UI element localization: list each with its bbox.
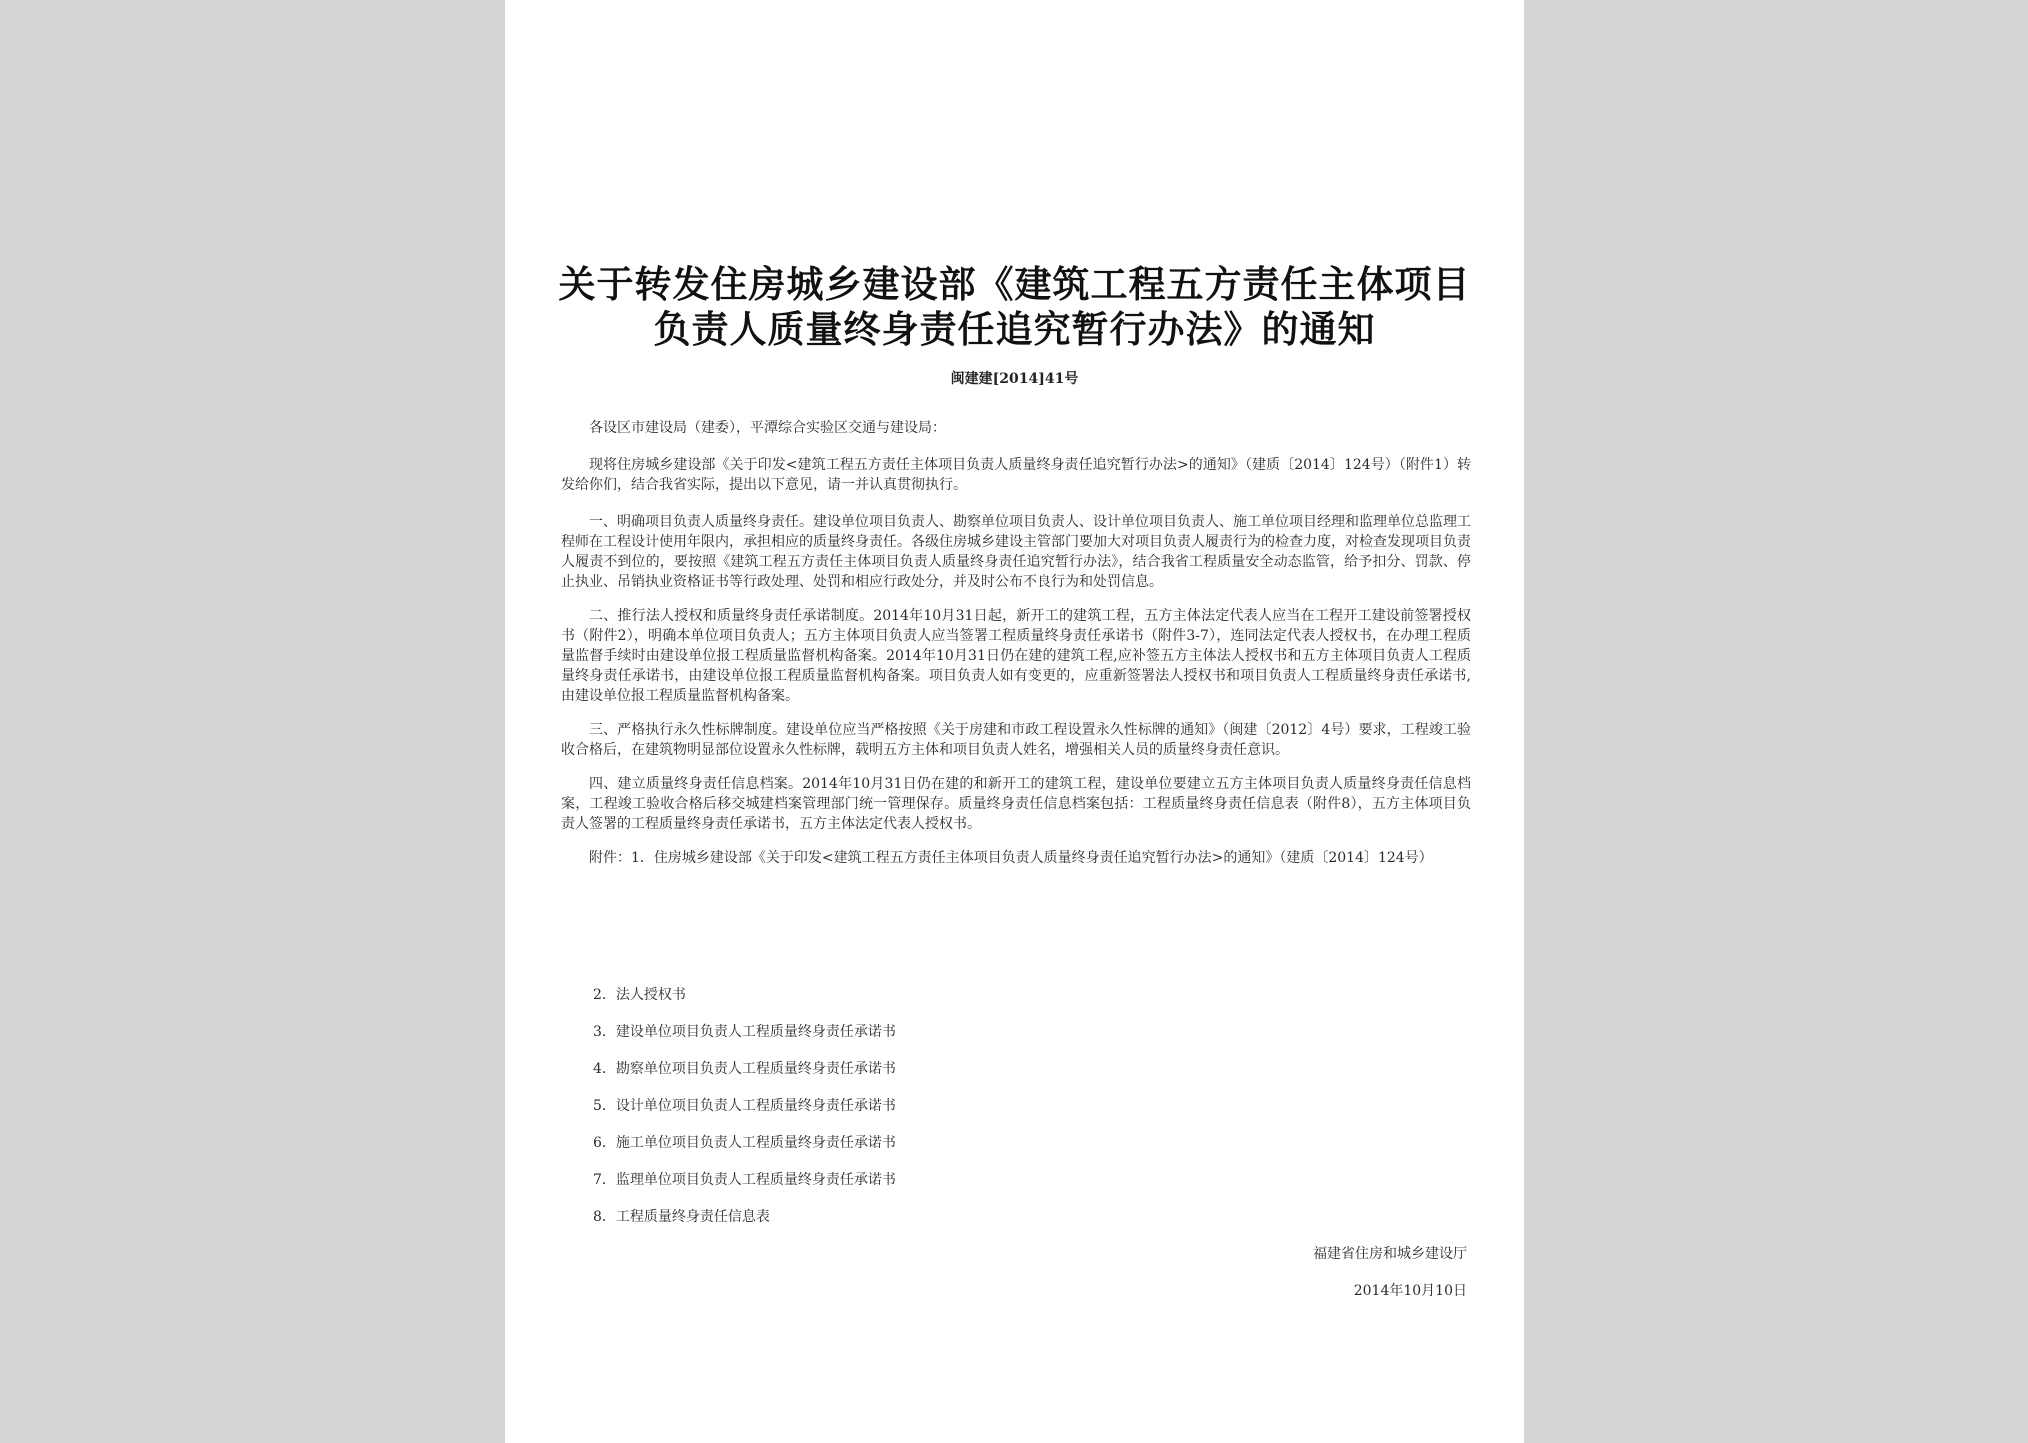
- document-title: [545, 262, 1484, 352]
- attachment-item: 7．监理单位项目负责人工程质量终身责任承诺书: [593, 1172, 896, 1188]
- salutation: 各设区市建设局（建委），平潭综合实验区交通与建设局：: [589, 420, 946, 436]
- paragraph-3: 三、严格执行永久性标牌制度。建设单位应当严格按照《关于房建和市政工程设置永久性标牌的通知》（闽建〔2012〕4号）要求，工程竣工验收合格后，在建筑物明显部位设置永久性标牌，载明五方主体和项目负责人姓名，增强相关人员的质量终身责任意识。: [561, 722, 1471, 758]
- document-number: 闽建建[2014]41号: [950, 371, 1079, 387]
- document-page: [505, 0, 1524, 1443]
- signature-block: [1313, 1244, 1467, 1318]
- document-body: [561, 418, 1471, 882]
- issuer: 福建省住房和城乡建设厅: [1313, 1246, 1467, 1262]
- attachment-item: 4．勘察单位项目负责人工程质量终身责任承诺书: [593, 1061, 896, 1077]
- attachment-item: 5．设计单位项目负责人工程质量终身责任承诺书: [593, 1098, 896, 1114]
- issue-date: 2014年10月10日: [1353, 1283, 1467, 1299]
- paragraph-intro: 现将住房城乡建设部《关于印发<建筑工程五方责任主体项目负责人质量终身责任追究暂行办法>的通知》（建质〔2014〕124号）（附件1）转发给你们，结合我省实际，提出以下意见，请一并认真贯彻执行。: [561, 457, 1471, 493]
- attachment-item: 6．施工单位项目负责人工程质量终身责任承诺书: [593, 1135, 896, 1151]
- attachment-item: 2．法人授权书: [593, 987, 686, 1003]
- paragraph-1: 一、明确项目负责人质量终身责任。建设单位项目负责人、勘察单位项目负责人、设计单位项目负责人、施工单位项目经理和监理单位总监理工程师在工程设计使用年限内，承担相应的质量终身责任。各级住房城乡建设主管部门要加大对项目负责人履责行为的检查力度，对检查发现项目负责人履责不到位的，要按照《建筑工程五方责任主体项目负责人质量终身责任追究暂行办法》，结合我省工程质量安全动态监管，给予扣分、罚款、停止执业、吊销执业资格证书等行政处理、处罚和相应行政处分，并及时公布不良行为和处罚信息。: [561, 514, 1471, 590]
- attachment-list: [593, 985, 896, 1244]
- paragraph-4: 四、建立质量终身责任信息档案。2014年10月31日仍在建的和新开工的建筑工程，建设单位要建立五方主体项目负责人质量终身责任信息档案，工程竣工验收合格后移交城建档案管理部门统一管理保存。质量终身责任信息档案包括：工程质量终身责任信息表（附件8），五方主体项目负责人签署的工程质量终身责任承诺书，五方主体法定代表人授权书。: [561, 776, 1471, 832]
- attachment-heading: 附件：1．住房城乡建设部《关于印发<建筑工程五方责任主体项目负责人质量终身责任追究暂行办法>的通知》（建质〔2014〕124号）: [589, 850, 1433, 866]
- attachment-item: 8．工程质量终身责任信息表: [593, 1209, 770, 1225]
- title-line-1: 关于转发住房城乡建设部《建筑工程五方责任主体项目: [558, 262, 1471, 306]
- attachment-item: 3．建设单位项目负责人工程质量终身责任承诺书: [593, 1024, 896, 1040]
- paragraph-2: 二、推行法人授权和质量终身责任承诺制度。2014年10月31日起，新开工的建筑工程，五方主体法定代表人应当在工程开工建设前签署授权书（附件2），明确本单位项目负责人；五方主体项目负责人应当签署工程质量终身责任承诺书（附件3-7），连同法定代表人授权书，在办理工程质量监督手续时由建设单位报工程质量监督机构备案。2014年10月31日仍在建的建筑工程,应补签五方主体法人授权书和五方主体项目负责人工程质量终身责任承诺书，由建设单位报工程质量监督机构备案。项目负责人如有变更的，应重新签署法人授权书和项目负责人工程质量终身责任承诺书,由建设单位报工程质量监督机构备案。: [561, 608, 1471, 704]
- title-line-2: 负责人质量终身责任追究暂行办法》的通知: [653, 307, 1376, 351]
